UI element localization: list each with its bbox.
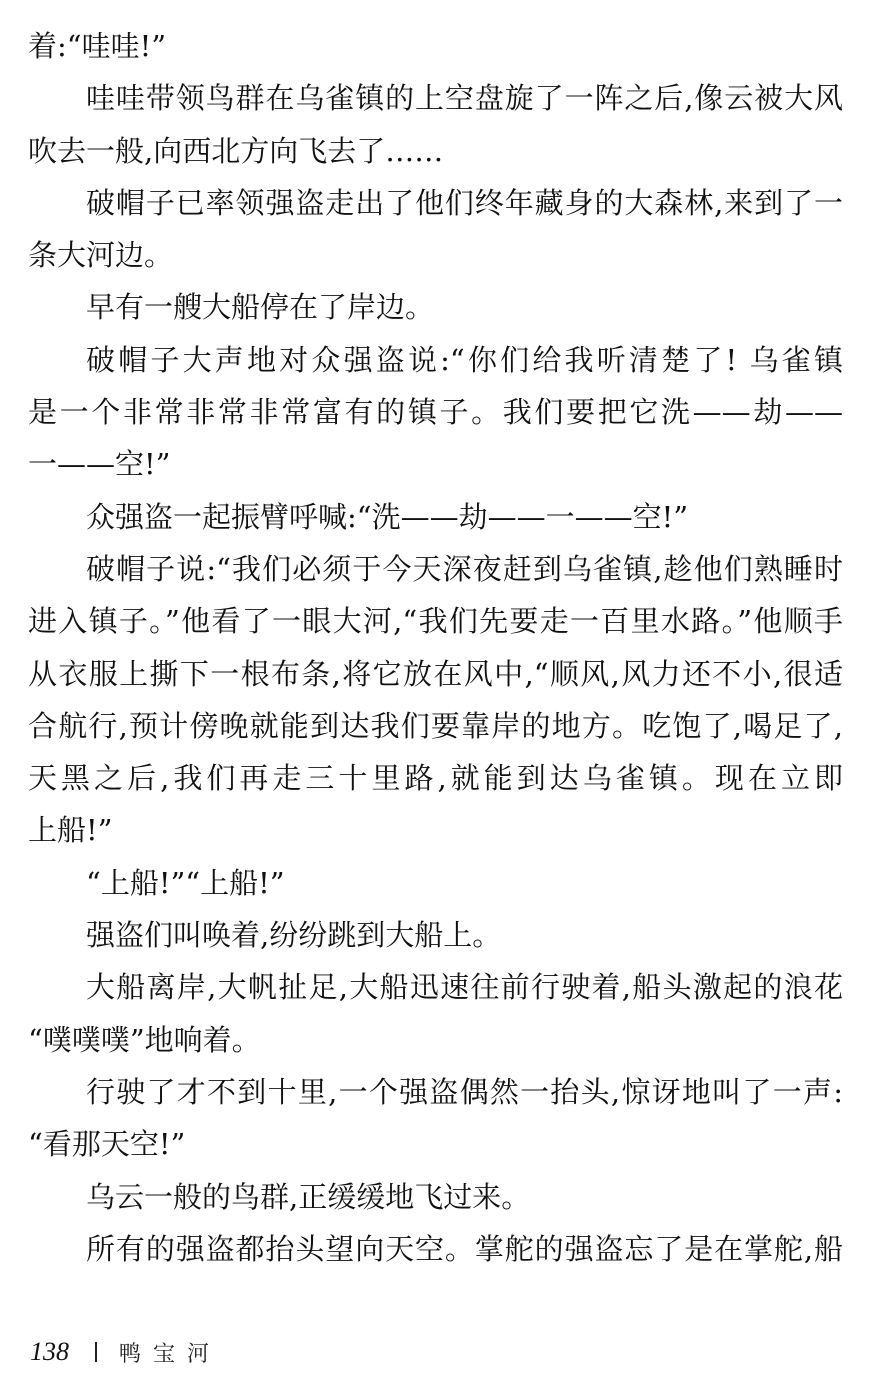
text-line: 大船离岸,大帆扯足,大船迅速往前行驶着,船头激起的浪花 [86, 970, 843, 1005]
text-line: 一——空!” [28, 447, 171, 482]
book-title: 鸭宝河 [119, 1341, 222, 1367]
text-line: 进入镇子。”他看了一眼大河,“我们先要走一百里水路。”他顺手 [28, 604, 843, 639]
text-line: 吹去一般,向西北方向飞去了…… [28, 133, 444, 168]
text-line: 合航行,预计傍晚就能到达我们要靠岸的地方。吃饱了,喝足了, [28, 708, 843, 743]
body-text [28, 20, 843, 1275]
text-line: 条大河边。 [28, 238, 174, 273]
text-line: 乌云一般的鸟群,正缓缓地飞过来。 [86, 1179, 531, 1214]
text-line: 破帽子说:“我们必须于今天深夜赶到乌雀镇,趁他们熟睡时 [86, 551, 843, 586]
text-line: “噗噗噗”地响着。 [28, 1022, 261, 1057]
text-line: 众强盗一起振臂呼喊:“洗——劫——一——空!” [86, 499, 689, 534]
text-line: “上船!”“上船!” [86, 865, 285, 900]
text-line: 破帽子已率领强盗走出了他们终年藏身的大森林,来到了一 [86, 185, 843, 220]
footer-divider [95, 1342, 97, 1362]
text-line: 强盗们叫唤着,纷纷跳到大船上。 [86, 918, 502, 953]
page-footer [30, 1332, 221, 1372]
page-number: 138 [30, 1337, 69, 1366]
text-line: 行驶了才不到十里,一个强盗偶然一抬头,惊讶地叫了一声: [86, 1074, 843, 1109]
text-line: 着:“哇哇!” [28, 29, 167, 63]
text-line: 上船!” [28, 813, 113, 848]
text-line: 破帽子大声地对众强盗说:“你们给我听清楚了! 乌雀镇 [86, 342, 843, 377]
text-line: 天黑之后,我们再走三十里路,就能到达乌雀镇。现在立即 [28, 761, 843, 796]
text-line: “看那天空!” [28, 1127, 186, 1162]
text-line: 早有一艘大船停在了岸边。 [86, 290, 435, 325]
text-line: 哇哇带领鸟群在乌雀镇的上空盘旋了一阵之后,像云被大风 [86, 81, 843, 116]
text-line: 是一个非常非常非常富有的镇子。我们要把它洗——劫—— [28, 395, 843, 430]
text-line: 从衣服上撕下一根布条,将它放在风中,“顺风,风力还不小,很适 [28, 656, 843, 691]
text-line: 所有的强盗都抬头望向天空。掌舵的强盗忘了是在掌舵,船 [86, 1231, 843, 1266]
